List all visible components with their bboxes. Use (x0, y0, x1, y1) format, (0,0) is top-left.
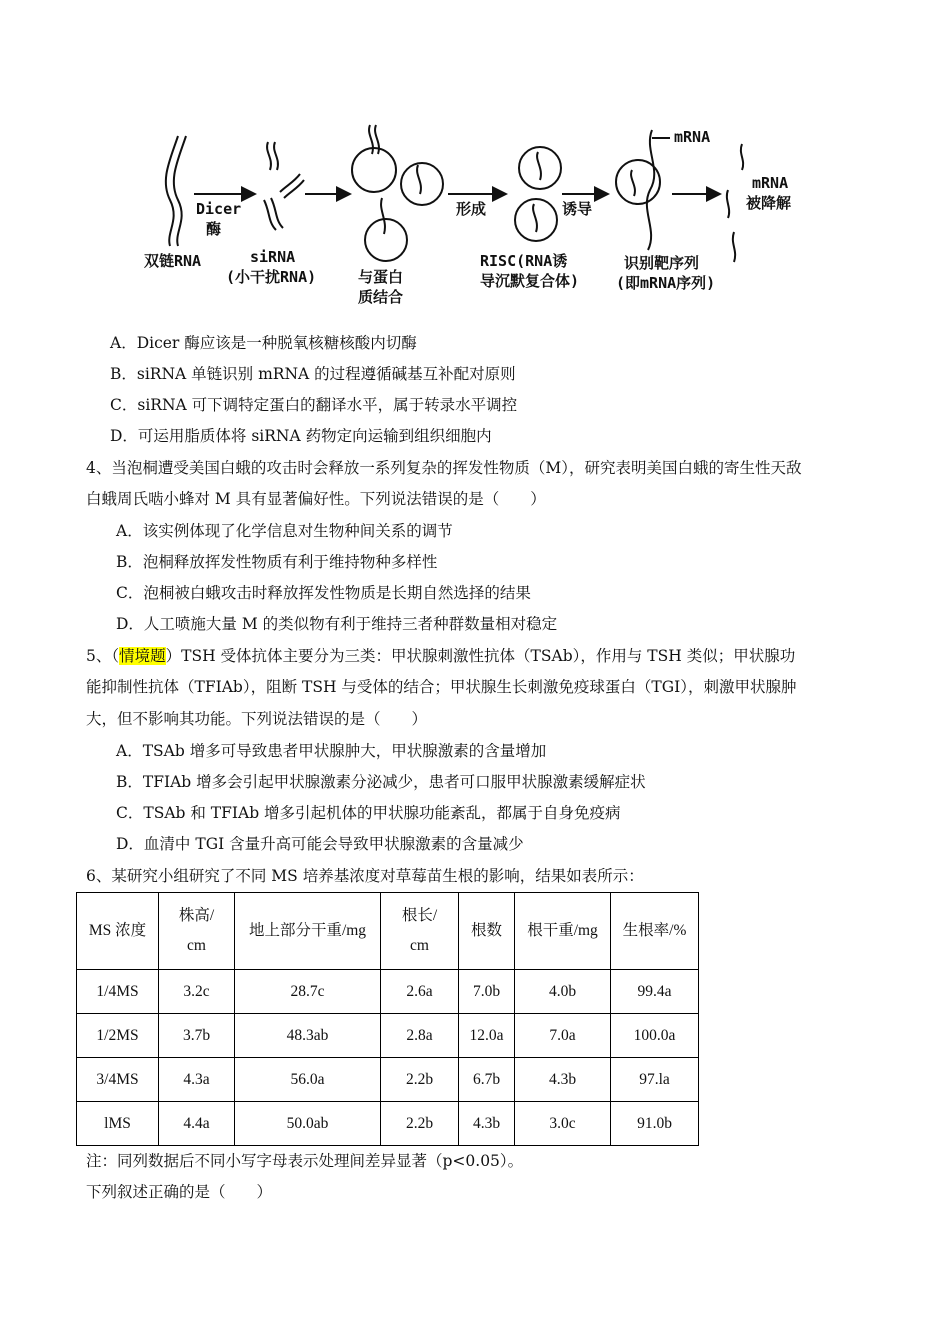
label-dsrna: 双链RNA (144, 252, 202, 270)
q3-option-b: B．siRNA 单链识别 mRNA 的过程遵循碱基互补配对原则 (110, 365, 516, 383)
label-risc-2: 导沉默复合体) (480, 272, 580, 290)
label-risc-1: RISC(RNA诱 (480, 252, 568, 270)
table-row (77, 1058, 699, 1102)
header-rooting-rate: 生根率/% (611, 893, 699, 970)
label-recognition-2: (即mRNA序列) (616, 274, 716, 292)
label-form: 形成 (456, 200, 487, 218)
q4-option-a: A．该实例体现了化学信息对生物种间关系的调节 (116, 522, 453, 540)
table-cell: 97.la (611, 1058, 699, 1102)
table-row (77, 1102, 699, 1146)
rnai-diagram (130, 120, 810, 310)
table-cell: 48.3ab (235, 1014, 381, 1058)
dsrna-strand-1 (166, 136, 178, 246)
table-cell: 3/4MS (77, 1058, 159, 1102)
table-cell: 1/4MS (77, 970, 159, 1014)
q4-option-b: B．泡桐释放挥发性物质有利于维持物种多样性 (116, 553, 438, 571)
table-cell: 2.2b (381, 1058, 459, 1102)
header-root-length: 根长/ cm (381, 893, 459, 970)
label-protein-1: 与蛋白 (358, 268, 404, 286)
table-cell: 50.0ab (235, 1102, 381, 1146)
label-recognition-1: 识别靶序列 (624, 254, 700, 272)
results-table (76, 892, 699, 1146)
q6-table-note: 注：同列数据后不同小写字母表示处理间差异显著（p<0.05）。 (86, 1152, 524, 1170)
mrna-strand (647, 130, 654, 250)
table-cell: 4.3b (515, 1058, 611, 1102)
table-cell: 91.0b (611, 1102, 699, 1146)
degraded-mrna-1 (741, 144, 743, 170)
q4-stem-line2: 白蛾周氏啮小蜂对 M 具有显著偏好性。下列说法错误的是（ ） (86, 490, 546, 508)
table-cell: 4.4a (159, 1102, 235, 1146)
table-cell: lMS (77, 1102, 159, 1146)
sirna-fragment-1 (267, 142, 271, 170)
table-cell: 56.0a (235, 1058, 381, 1102)
table-cell: 100.0a (611, 1014, 699, 1058)
header-plant-height: 株高/ cm (159, 893, 235, 970)
table-row (77, 970, 699, 1014)
label-enzyme: 酶 (206, 220, 222, 238)
q5-stem-line1 (86, 646, 795, 666)
q5-stem-line2: 能抑制性抗体（TFIAb），阻断 TSH 与受体的结合；甲状腺生长刺激免疫球蛋白（TGI），刺激甲状腺肿 (86, 678, 797, 696)
table-cell: 3.2c (159, 970, 235, 1014)
label-degrade-1: mRNA (752, 174, 789, 192)
q5-option-d: D．血清中 TGI 含量升高可能会导致甲状腺激素的含量减少 (116, 835, 524, 853)
table-cell: 12.0a (459, 1014, 515, 1058)
table-cell: 4.0b (515, 970, 611, 1014)
protein-circle-3 (365, 219, 407, 261)
q5-stem-line3: 大，但不影响其功能。下列说法错误的是（ ） (86, 710, 428, 728)
table-header-row (77, 893, 699, 970)
label-sirna: siRNA (250, 248, 296, 266)
protein-circle-2 (401, 163, 443, 205)
sirna-fragment-2 (274, 142, 278, 170)
q5-option-c: C．TSAb 和 TFIAb 增多引起机体的甲状腺功能紊乱，都属于自身免疫病 (116, 804, 621, 822)
header-root-count: 根数 (459, 893, 515, 970)
label-mrna: mRNA (674, 128, 711, 146)
q3-option-c: C．siRNA 可下调特定蛋白的翻译水平，属于转录水平调控 (110, 396, 518, 414)
table-cell: 4.3b (459, 1102, 515, 1146)
q4-option-c: C．泡桐被白蛾攻击时释放挥发性物质是长期自然选择的结果 (116, 584, 531, 602)
table-cell: 28.7c (235, 970, 381, 1014)
header-shoot-dry-weight: 地上部分干重/mg (235, 893, 381, 970)
dsrna-strand-2 (174, 136, 186, 246)
table-cell: 99.4a (611, 970, 699, 1014)
label-protein-2: 质结合 (358, 288, 404, 306)
table-cell: 3.7b (159, 1014, 235, 1058)
q6-stem: 6、某研究小组研究了不同 MS 培养基浓度对草莓苗生根的影响，结果如表所示： (86, 867, 644, 885)
label-sirna-sub: (小干扰RNA) (226, 268, 317, 286)
table-cell: 6.7b (459, 1058, 515, 1102)
table-cell: 2.8a (381, 1014, 459, 1058)
degraded-mrna-3 (733, 232, 735, 262)
table-row (77, 1014, 699, 1058)
header-ms-concentration: MS 浓度 (77, 893, 159, 970)
q5-number: 5、（ (86, 647, 120, 665)
q5-tag-badge: 情境题 (119, 647, 166, 665)
table-cell: 7.0b (459, 970, 515, 1014)
table-cell: 2.6a (381, 970, 459, 1014)
q6-question: 下列叙述正确的是（ ） (86, 1183, 273, 1201)
q3-option-a: A．Dicer 酶应该是一种脱氧核糖核酸内切酶 (110, 334, 417, 352)
table-cell: 3.0c (515, 1102, 611, 1146)
protein-circle-1 (352, 148, 396, 192)
q5-option-b: B．TFIAb 增多会引起甲状腺激素分泌减少，患者可口服甲状腺激素缓解症状 (116, 773, 646, 791)
q5-line1-text: ）TSH 受体抗体主要分为三类：甲状腺刺激性抗体（TSAb），作用与 TSH 类似；甲状腺功 (165, 647, 796, 665)
degraded-mrna-2 (727, 190, 729, 218)
sirna-fragment-3 (280, 174, 300, 192)
header-root-dry-weight: 根干重/mg (515, 893, 611, 970)
table-cell: 7.0a (515, 1014, 611, 1058)
label-degrade-2: 被降解 (746, 194, 792, 212)
label-dicer: Dicer (196, 200, 242, 218)
table-cell: 4.3a (159, 1058, 235, 1102)
q5-option-a: A．TSAb 增多可导致患者甲状腺肿大，甲状腺激素的含量增加 (116, 742, 547, 760)
q4-option-d: D．人工喷施大量 M 的类似物有利于维持三者种群数量相对稳定 (116, 615, 558, 633)
table-cell: 2.2b (381, 1102, 459, 1146)
q4-stem-line1: 4、当泡桐遭受美国白蛾的攻击时会释放一系列复杂的挥发性物质（M），研究表明美国白蛾的寄生性天敌 (86, 459, 802, 477)
table-cell: 1/2MS (77, 1014, 159, 1058)
sirna-fragment-4 (284, 180, 304, 198)
q3-option-d: D．可运用脂质体将 siRNA 药物定向运输到组织细胞内 (110, 427, 492, 445)
label-induce: 诱导 (562, 200, 593, 218)
